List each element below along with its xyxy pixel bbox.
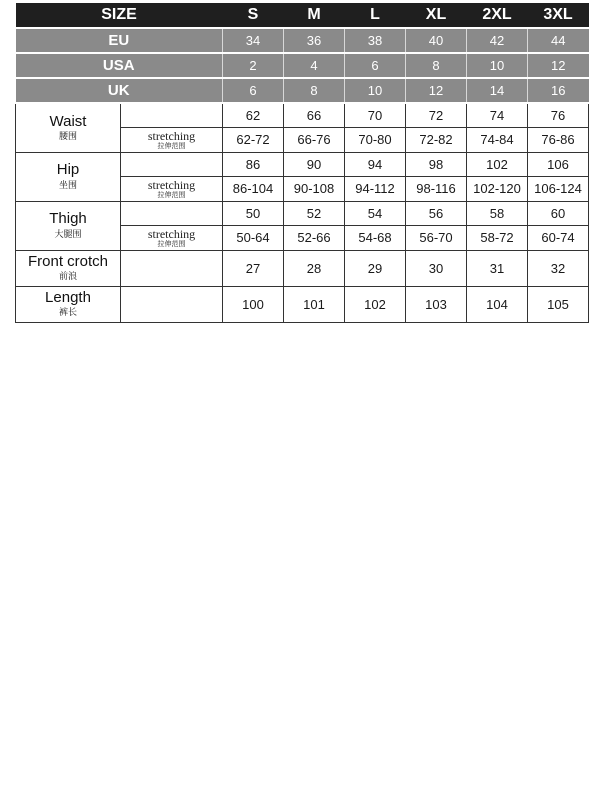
stretch-label [121,225,223,250]
front-crotch-value: 28 [284,250,345,286]
stretch-label-zh: 拉伸范围 [157,142,186,150]
empty-cell [121,250,223,286]
hip-stretch-value: 94-112 [345,176,406,201]
stretch-label-zh: 拉伸范围 [157,240,186,248]
uk-value: 16 [528,78,589,103]
hip-stretch-value: 90-108 [284,176,345,201]
size-header-s: S [223,3,284,28]
uk-value: 10 [345,78,406,103]
waist-label-zh: 腰围 [58,131,77,142]
usa-value: 2 [223,53,284,78]
length-value: 102 [345,286,406,322]
hip-stretch-value: 102-120 [467,176,528,201]
front-crotch-row [16,250,589,286]
front-crotch-value: 29 [345,250,406,286]
front-crotch-label-en: Front crotch [27,252,109,270]
thigh-value: 52 [284,201,345,225]
size-header-3xl: 3XL [528,3,589,28]
length-value: 101 [284,286,345,322]
stretch-label-zh: 拉伸范围 [157,191,186,199]
thigh-stretch-value: 56-70 [406,225,467,250]
thigh-stretch-value: 50-64 [223,225,284,250]
eu-row [16,28,589,53]
eu-value: 40 [406,28,467,53]
hip-value: 90 [284,152,345,176]
thigh-value: 54 [345,201,406,225]
front-crotch-value: 27 [223,250,284,286]
waist-value: 76 [528,103,589,127]
waist-label [16,103,121,152]
size-header-row [16,3,589,28]
hip-label-en: Hip [56,161,80,179]
usa-value: 12 [528,53,589,78]
length-label [16,286,121,322]
length-value: 103 [406,286,467,322]
thigh-stretch-value: 54-68 [345,225,406,250]
hip-row [16,152,589,176]
stretch-label-en: stretching [147,226,196,241]
usa-value: 8 [406,53,467,78]
waist-value: 74 [467,103,528,127]
waist-row [16,103,589,127]
thigh-label [16,201,121,250]
front-crotch-label-zh: 前浪 [58,271,77,282]
length-value: 104 [467,286,528,322]
length-value: 100 [223,286,284,322]
stretch-label [121,127,223,152]
uk-label: UK [16,78,223,103]
stretch-label-en: stretching [147,177,196,192]
hip-value: 94 [345,152,406,176]
thigh-stretch-value: 58-72 [467,225,528,250]
thigh-value: 50 [223,201,284,225]
hip-stretch-value: 98-116 [406,176,467,201]
size-header-label: SIZE [16,3,223,28]
front-crotch-value: 32 [528,250,589,286]
front-crotch-value: 30 [406,250,467,286]
hip-value: 86 [223,152,284,176]
waist-value: 70 [345,103,406,127]
usa-row [16,53,589,78]
eu-value: 34 [223,28,284,53]
length-label-en: Length [45,288,91,306]
size-header-xl: XL [406,3,467,28]
empty-cell [121,286,223,322]
waist-stretch-value: 66-76 [284,127,345,152]
waist-stretch-value: 76-86 [528,127,589,152]
hip-label-zh: 坐围 [58,179,77,190]
empty-cell [121,152,223,176]
waist-stretch-value: 70-80 [345,127,406,152]
thigh-value: 60 [528,201,589,225]
waist-value: 72 [406,103,467,127]
uk-value: 6 [223,78,284,103]
size-header-2xl: 2XL [467,3,528,28]
thigh-stretch-value: 60-74 [528,225,589,250]
thigh-label-en: Thigh [49,210,87,228]
hip-stretch-value: 106-124 [528,176,589,201]
front-crotch-label [16,250,121,286]
usa-value: 6 [345,53,406,78]
front-crotch-value: 31 [467,250,528,286]
hip-value: 98 [406,152,467,176]
eu-value: 36 [284,28,345,53]
thigh-stretch-value: 52-66 [284,225,345,250]
eu-label: EU [16,28,223,53]
hip-label [16,152,121,201]
waist-label-en: Waist [49,112,87,130]
stretch-label-en: stretching [147,128,196,143]
length-label-zh: 裤长 [58,307,77,318]
thigh-label-zh: 大腿围 [54,228,82,239]
length-value: 105 [528,286,589,322]
usa-value: 10 [467,53,528,78]
usa-label: USA [16,53,223,78]
waist-value: 66 [284,103,345,127]
length-row [16,286,589,322]
thigh-value: 58 [467,201,528,225]
uk-row [16,78,589,103]
stretch-label [121,176,223,201]
empty-cell [121,103,223,127]
hip-stretch-value: 86-104 [223,176,284,201]
waist-stretch-value: 74-84 [467,127,528,152]
uk-value: 8 [284,78,345,103]
thigh-row [16,201,589,225]
size-chart-table [15,3,589,323]
waist-value: 62 [223,103,284,127]
eu-value: 44 [528,28,589,53]
thigh-value: 56 [406,201,467,225]
usa-value: 4 [284,53,345,78]
size-header-l: L [345,3,406,28]
uk-value: 14 [467,78,528,103]
empty-cell [121,201,223,225]
waist-stretch-value: 62-72 [223,127,284,152]
eu-value: 42 [467,28,528,53]
size-header-m: M [284,3,345,28]
hip-value: 102 [467,152,528,176]
eu-value: 38 [345,28,406,53]
hip-value: 106 [528,152,589,176]
uk-value: 12 [406,78,467,103]
waist-stretch-value: 72-82 [406,127,467,152]
